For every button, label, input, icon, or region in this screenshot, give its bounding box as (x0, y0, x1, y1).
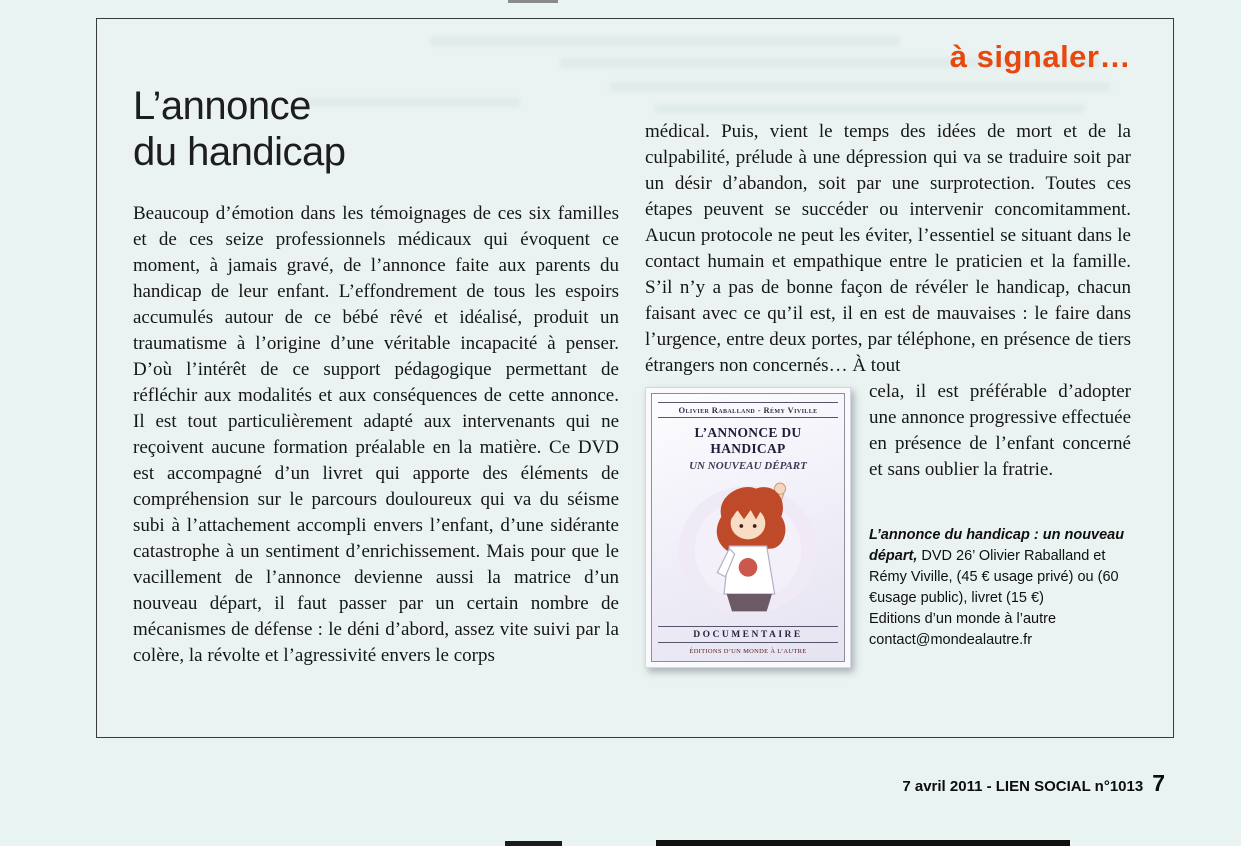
article-columns (133, 83, 1131, 672)
journal-name: LIEN SOCIAL n°1013 (995, 778, 1144, 795)
right-column (645, 83, 1131, 672)
caption-title: L’annonce du handicap : un nouveau départ, (869, 527, 1125, 564)
article-frame (96, 18, 1174, 738)
dvd-cover-inner (651, 393, 845, 662)
caption-details: DVD 26’ Olivier Raballand et Rémy Viville, (45 € usage privé) ou (60 €usage public), livret (15 €) (869, 548, 1119, 606)
dvd-cover-illustration (668, 476, 828, 624)
article-body-right-top: médical. Puis, vient le temps des idées de mort et de la culpabilité, prélude à une dépression qui va se traduire soit par un désir d’abandon, soit par une surprotection. Toutes ces étapes peuvent se succéder ou intervenir concomitamment. Aucun protocole ne peut les éviter, l’essentiel se situant dans le contact humain et empathique entre le praticien et la famille. S’il n’y a pas de bonne façon de révéler le handicap, chacun faisant avec ce qu’il est, il en est de mauvaises : le faire dans l’urgence, entre deux portes, par téléphone, en présence de tiers étrangers non concernés… À tout (645, 121, 1131, 376)
issue-date: 7 avril 2011 - (902, 778, 996, 795)
scan-artifact (505, 841, 562, 846)
page-footer (902, 770, 1165, 797)
page-number: 7 (1152, 770, 1165, 796)
article-body-right-wrap: cela, il est préférable d’adopter une annonce progressive effectuée en présence de l’enfant concerné et sans oublier la fratrie. (869, 381, 1131, 480)
article-title (133, 83, 619, 175)
left-column (133, 83, 619, 672)
dvd-title: L’ANNONCE DU HANDICAP (694, 425, 802, 456)
article-title-line2: du handicap (133, 130, 346, 174)
dvd-subtitle: UN NOUVEAU DÉPART (689, 460, 807, 472)
dvd-genre-label: DOCUMENTAIRE (658, 626, 838, 643)
scan-artifact (656, 840, 1070, 846)
article-body-left: Beaucoup d’émotion dans les témoignages de ces six familles et de ces seize professionnels médicaux qui évoquent ce moment, à jamais gravé, de l’annonce faite aux parents du handicap de leur enfant. L’effondrement de tous les espoirs accumulés autour de ce bébé rêvé et idéalisé, produit un traumatisme à l’origine d’une véritable incapacité à penser. D’où l’intérêt de ce support pédagogique permettant de réfléchir aux modalités et aux conséquences de cette annonce. Il est tout particulièrement adapté aux intervenants qui ne reçoivent aucune formation préalable en la matière. Ce DVD est accompagné d’un livret qui apporte des éléments de compréhension sur le parcours douloureux qui va du séisme subi à l’attachement accompli envers l’enfant, d’une sidérante catastrophe à un sentiment d’enrichissement. Mais pour que le vacillement de l’annonce devienne aussi la matrice d’un nouveau départ, il faut passer par un certain nombre de mécanismes de défense : le déni d’abord, assez vite suivi par la colère, la révolte et l’agressivité envers le corps (133, 203, 619, 666)
media-and-caption-area (645, 379, 1131, 655)
dvd-publisher-logo: ÉDITIONS D’UN MONDE À L’AUTRE (689, 648, 807, 655)
contact-email: contact@mondealautre.fr (869, 632, 1033, 648)
section-header: à signaler… (949, 39, 1131, 74)
dvd-cover (645, 387, 851, 668)
caption-publisher: Editions d’un monde à l’autre (869, 611, 1057, 627)
article-title-line1: L’annonce (133, 84, 311, 128)
dvd-authors: Olivier Raballand - Rémy Viville (658, 402, 838, 418)
scan-artifact (508, 0, 558, 3)
